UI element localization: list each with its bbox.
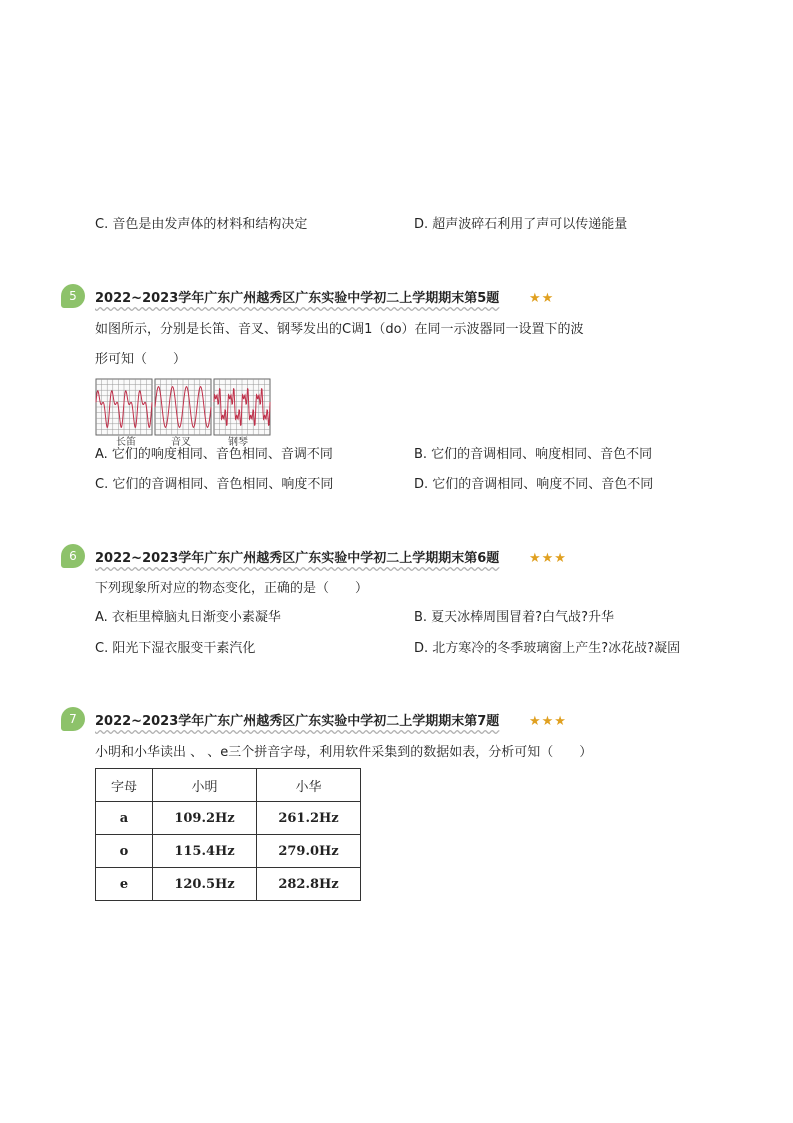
option-d: D. 它们的音调相同、响度不同、音色不同 xyxy=(414,477,654,492)
table-row xyxy=(96,802,361,835)
question-source: 2022~2023学年广东广州越秀区广东实验中学初二上学期期末第6题 xyxy=(95,551,500,566)
table-row xyxy=(96,835,361,868)
question-source: 2022~2023学年广东广州越秀区广东实验中学初二上学期期末第5题 xyxy=(95,291,500,306)
table-cell: 109.2Hz xyxy=(153,802,257,835)
waveform-label: 音叉 xyxy=(171,437,191,448)
difficulty-stars: ★★★ xyxy=(529,551,567,566)
table-header: 小明 xyxy=(153,769,257,802)
option-b: B. 它们的音调相同、响度相同、音色不同 xyxy=(414,447,653,462)
table-header: 小华 xyxy=(257,769,361,802)
table-cell: a xyxy=(96,802,153,835)
table-cell: 279.0Hz xyxy=(257,835,361,868)
oscilloscope-piano xyxy=(214,379,270,435)
waveform-label: 长笛 xyxy=(116,437,136,448)
table-header-row xyxy=(96,769,361,802)
option-c: C. 阳光下湿衣服变干素汽化 xyxy=(95,641,256,656)
option-a: A. 它们的响度相同、音色相同、音调不同 xyxy=(95,447,333,462)
oscilloscope-tuning-fork xyxy=(155,379,211,435)
question-stem: 下列现象所对应的物态变化，正确的是（ ） xyxy=(95,581,369,596)
option-d: D. 北方寒冷的冬季玻璃窗上产生?冰花敁?凝固 xyxy=(414,641,681,656)
question-stem: 形可知（ ） xyxy=(95,352,187,367)
table-cell: o xyxy=(96,835,153,868)
oscilloscope-flute xyxy=(96,379,152,435)
table-cell: e xyxy=(96,868,153,901)
question-stem: 如图所示，分别是长笛、音叉、钢琴发出的C调1（do）在同一示波器同一设置下的波 xyxy=(95,322,584,337)
option-b: B. 夏天冰棒周围冒着?白气敁?升华 xyxy=(414,610,614,625)
frequency-table xyxy=(95,768,361,901)
q4-option-d: D. 超声波碎石利用了声可以传递能量 xyxy=(414,217,628,232)
question-stem: 小明和小华读出 、 、e三个拼音字母，利用软件采集到的数据如表，分析可知（ ） xyxy=(95,745,593,760)
option-a: A. 衣柜里樟脑丸日渐变小素凝华 xyxy=(95,610,281,625)
option-c: C. 它们的音调相同、音色相同、响度不同 xyxy=(95,477,334,492)
question-number-badge: 5 xyxy=(61,284,85,308)
q4-option-c: C. 音色是由发声体的材料和结构决定 xyxy=(95,217,308,232)
table-cell: 282.8Hz xyxy=(257,868,361,901)
oscilloscope-waveforms xyxy=(95,378,273,436)
question-number-badge: 6 xyxy=(61,544,85,568)
table-header: 字母 xyxy=(96,769,153,802)
question-number-badge: 7 xyxy=(61,707,85,731)
difficulty-stars: ★★ xyxy=(529,291,555,306)
question-source: 2022~2023学年广东广州越秀区广东实验中学初二上学期期末第7题 xyxy=(95,714,500,729)
difficulty-stars: ★★★ xyxy=(529,714,567,729)
table-cell: 115.4Hz xyxy=(153,835,257,868)
table-cell: 120.5Hz xyxy=(153,868,257,901)
table-cell: 261.2Hz xyxy=(257,802,361,835)
table-row xyxy=(96,868,361,901)
waveform-label: 钢琴 xyxy=(228,437,248,448)
